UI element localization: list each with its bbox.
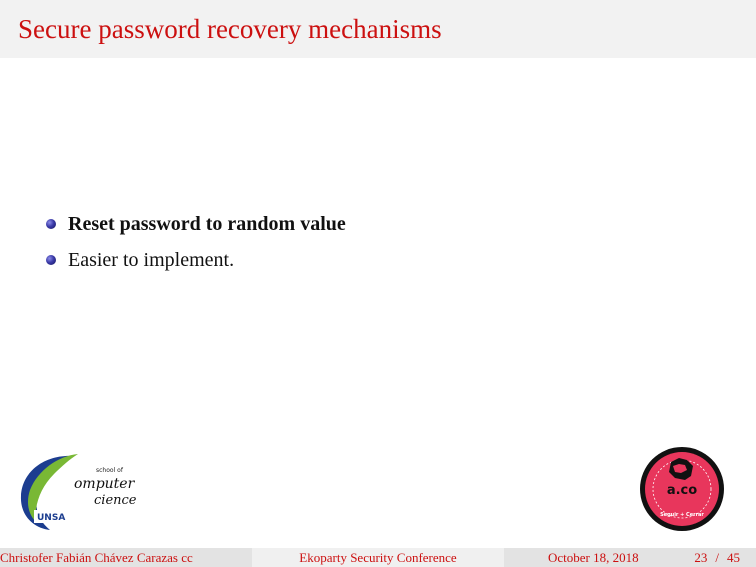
footer-date-section xyxy=(504,548,756,567)
logo-small-text: school of xyxy=(96,467,123,474)
footer-author-suffix: cc xyxy=(181,550,193,565)
page-separator: / xyxy=(715,550,719,565)
bullet-icon xyxy=(46,255,56,265)
bullet-text: Reset password to random value xyxy=(68,213,346,235)
footer-bar xyxy=(0,548,756,567)
logo-badge: UNSA xyxy=(37,513,66,523)
footer-author xyxy=(0,548,252,567)
page-total: 45 xyxy=(727,550,740,565)
footer-date: October 18, 2018 xyxy=(548,550,639,565)
footer-conference: Ekoparty Security Conference xyxy=(252,548,504,567)
bullet-icon xyxy=(46,219,56,229)
logo-right-text: a.co xyxy=(666,483,698,498)
logo-line1: omputer xyxy=(74,476,135,492)
page-current: 23 xyxy=(694,550,708,565)
slide-title: Secure password recovery mechanisms xyxy=(18,14,442,44)
page-counter xyxy=(690,548,744,567)
ekoparty-logo xyxy=(639,446,725,532)
computer-science-logo xyxy=(16,450,146,535)
logo-ring-text: Seguir + Cerrar xyxy=(660,512,704,518)
logo-line2: cience xyxy=(94,493,137,508)
bullet-text: Easier to implement. xyxy=(68,249,235,271)
title-bar xyxy=(0,0,756,58)
footer-author-name: Christofer Fabián Chávez Carazas xyxy=(0,550,178,565)
